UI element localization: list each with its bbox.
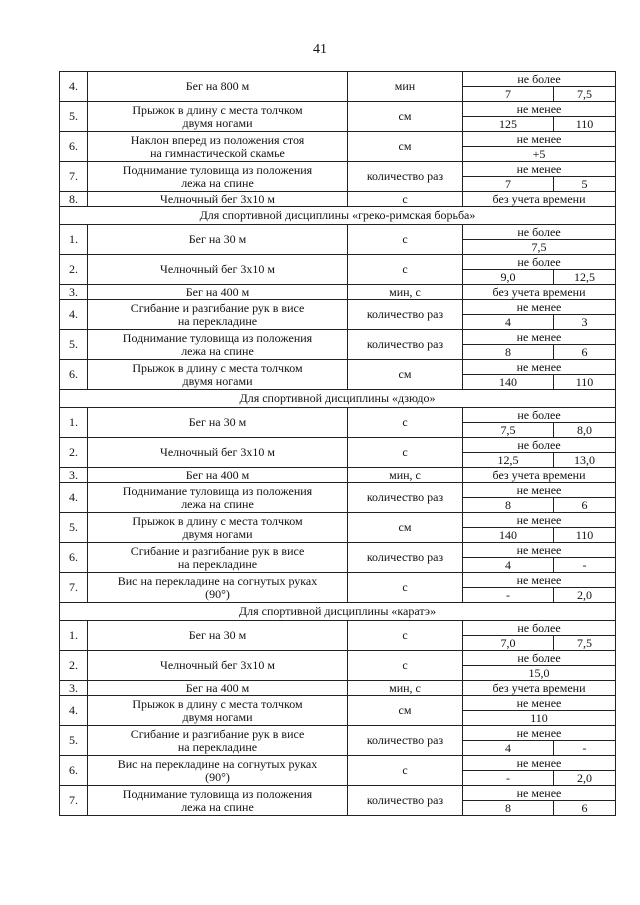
- norm-value-boys: 4: [463, 558, 554, 573]
- norm-value-boys: 7,0: [463, 636, 554, 651]
- norm-value: без учета времени: [463, 681, 616, 696]
- table-row: [60, 132, 616, 147]
- norm-condition: не менее: [463, 726, 616, 741]
- norm-condition: не более: [463, 255, 616, 270]
- row-number: 2.: [60, 438, 88, 468]
- table-row: [60, 300, 616, 315]
- norm-value: без учета времени: [463, 192, 616, 207]
- exercise-name: Бег на 800 м: [88, 72, 348, 102]
- norm-condition: не менее: [463, 300, 616, 315]
- norm-value-boys: -: [463, 771, 554, 786]
- unit-cell: с: [348, 438, 463, 468]
- norm-value-girls: 110: [554, 117, 616, 132]
- norm-condition: не менее: [463, 756, 616, 771]
- unit-cell: с: [348, 756, 463, 786]
- unit-cell: мин, с: [348, 285, 463, 300]
- norm-value: +5: [463, 147, 616, 162]
- exercise-name: Бег на 30 м: [88, 225, 348, 255]
- norm-condition: не менее: [463, 786, 616, 801]
- exercise-name: Наклон вперед из положения стоя на гимнастической скамье: [88, 132, 348, 162]
- norm-value-boys: 140: [463, 528, 554, 543]
- table-row: [60, 255, 616, 270]
- table-row: [60, 543, 616, 558]
- table-row: [60, 225, 616, 240]
- row-number: 2.: [60, 255, 88, 285]
- norm-value-girls: 110: [554, 528, 616, 543]
- exercise-name: Поднимание туловища из положения лежа на спине: [88, 786, 348, 816]
- exercise-name: Сгибание и разгибание рук в висе на перекладине: [88, 726, 348, 756]
- row-number: 4.: [60, 483, 88, 513]
- norm-value: без учета времени: [463, 468, 616, 483]
- norm-condition: не менее: [463, 696, 616, 711]
- section-heading-row: [60, 207, 616, 225]
- unit-cell: количество раз: [348, 786, 463, 816]
- exercise-name: Челночный бег 3х10 м: [88, 651, 348, 681]
- row-number: 1.: [60, 621, 88, 651]
- exercise-name: Поднимание туловища из положения лежа на спине: [88, 162, 348, 192]
- exercise-name: Бег на 400 м: [88, 285, 348, 300]
- section-heading: Для спортивной дисциплины «дзюдо»: [60, 390, 616, 408]
- norm-value-boys: 8: [463, 345, 554, 360]
- table-row: [60, 468, 616, 483]
- exercise-name: Бег на 400 м: [88, 468, 348, 483]
- row-number: 3.: [60, 681, 88, 696]
- norm-value-girls: 2,0: [554, 771, 616, 786]
- unit-cell: количество раз: [348, 300, 463, 330]
- norm-value: 7,5: [463, 240, 616, 255]
- norm-condition: не более: [463, 408, 616, 423]
- unit-cell: с: [348, 651, 463, 681]
- table-row: [60, 786, 616, 801]
- row-number: 1.: [60, 408, 88, 438]
- norm-condition: не менее: [463, 360, 616, 375]
- row-number: 8.: [60, 192, 88, 207]
- table-row: [60, 573, 616, 588]
- norm-condition: не менее: [463, 483, 616, 498]
- unit-cell: см: [348, 132, 463, 162]
- row-number: 6.: [60, 360, 88, 390]
- table-row: [60, 513, 616, 528]
- unit-cell: количество раз: [348, 543, 463, 573]
- row-number: 7.: [60, 786, 88, 816]
- norm-value-boys: 4: [463, 741, 554, 756]
- unit-cell: см: [348, 102, 463, 132]
- norm-condition: не менее: [463, 162, 616, 177]
- table-row: [60, 102, 616, 117]
- exercise-name: Бег на 30 м: [88, 408, 348, 438]
- exercise-name: Бег на 400 м: [88, 681, 348, 696]
- norm-condition: не более: [463, 72, 616, 87]
- unit-cell: см: [348, 696, 463, 726]
- norm-condition: не менее: [463, 330, 616, 345]
- unit-cell: мин, с: [348, 468, 463, 483]
- exercise-name: Бег на 30 м: [88, 621, 348, 651]
- norm-value-boys: -: [463, 588, 554, 603]
- row-number: 3.: [60, 285, 88, 300]
- row-number: 7.: [60, 573, 88, 603]
- norm-value-girls: 7,5: [554, 636, 616, 651]
- unit-cell: количество раз: [348, 726, 463, 756]
- norm-condition: не более: [463, 651, 616, 666]
- row-number: 5.: [60, 726, 88, 756]
- table-row: [60, 681, 616, 696]
- table-row: [60, 438, 616, 453]
- exercise-name: Вис на перекладине на согнутых руках (90°): [88, 573, 348, 603]
- unit-cell: мин: [348, 72, 463, 102]
- table-row: [60, 696, 616, 711]
- table-row: [60, 651, 616, 666]
- row-number: 7.: [60, 162, 88, 192]
- table-row: [60, 285, 616, 300]
- unit-cell: с: [348, 255, 463, 285]
- norm-value-girls: 3: [554, 315, 616, 330]
- table-row: [60, 756, 616, 771]
- norm-value: 110: [463, 711, 616, 726]
- table-row: [60, 726, 616, 741]
- exercise-name: Прыжок в длину с места толчком двумя ногами: [88, 696, 348, 726]
- norm-condition: не более: [463, 621, 616, 636]
- row-number: 3.: [60, 468, 88, 483]
- section-heading-row: [60, 603, 616, 621]
- exercise-name: Вис на перекладине на согнутых руках (90°): [88, 756, 348, 786]
- norm-value-girls: 8,0: [554, 423, 616, 438]
- norm-value-girls: -: [554, 741, 616, 756]
- exercise-name: Челночный бег 3х10 м: [88, 438, 348, 468]
- row-number: 4.: [60, 72, 88, 102]
- norm-value: без учета времени: [463, 285, 616, 300]
- unit-cell: количество раз: [348, 162, 463, 192]
- table-row: [60, 483, 616, 498]
- section-heading: Для спортивной дисциплины «каратэ»: [60, 603, 616, 621]
- table-row: [60, 621, 616, 636]
- norm-condition: не более: [463, 438, 616, 453]
- unit-cell: с: [348, 225, 463, 255]
- table-row: [60, 330, 616, 345]
- unit-cell: см: [348, 513, 463, 543]
- row-number: 5.: [60, 513, 88, 543]
- row-number: 6.: [60, 132, 88, 162]
- page-number: 41: [313, 42, 327, 57]
- norm-value-girls: 2,0: [554, 588, 616, 603]
- table-row: [60, 72, 616, 87]
- norm-condition: не менее: [463, 573, 616, 588]
- standards-table: [59, 71, 616, 816]
- table-row: [60, 192, 616, 207]
- row-number: 4.: [60, 300, 88, 330]
- unit-cell: с: [348, 621, 463, 651]
- unit-cell: мин, с: [348, 681, 463, 696]
- norm-value-girls: 110: [554, 375, 616, 390]
- norm-value-boys: 8: [463, 801, 554, 816]
- row-number: 2.: [60, 651, 88, 681]
- exercise-name: Челночный бег 3х10 м: [88, 192, 348, 207]
- exercise-name: Прыжок в длину с места толчком двумя ногами: [88, 513, 348, 543]
- norm-value-girls: 6: [554, 498, 616, 513]
- row-number: 4.: [60, 696, 88, 726]
- row-number: 1.: [60, 225, 88, 255]
- norm-value-girls: -: [554, 558, 616, 573]
- unit-cell: с: [348, 408, 463, 438]
- row-number: 5.: [60, 102, 88, 132]
- section-heading-row: [60, 390, 616, 408]
- norm-condition: не более: [463, 225, 616, 240]
- exercise-name: Сгибание и разгибание рук в висе на перекладине: [88, 543, 348, 573]
- norm-value-girls: 12,5: [554, 270, 616, 285]
- table-row: [60, 162, 616, 177]
- section-heading: Для спортивной дисциплины «греко-римская борьба»: [60, 207, 616, 225]
- norm-value-girls: 5: [554, 177, 616, 192]
- table-row: [60, 408, 616, 423]
- norm-value-boys: 8: [463, 498, 554, 513]
- norm-value-girls: 13,0: [554, 453, 616, 468]
- exercise-name: Челночный бег 3х10 м: [88, 255, 348, 285]
- row-number: 5.: [60, 330, 88, 360]
- norm-value-girls: 6: [554, 801, 616, 816]
- exercise-name: Поднимание туловища из положения лежа на спине: [88, 483, 348, 513]
- unit-cell: с: [348, 573, 463, 603]
- norm-condition: не менее: [463, 132, 616, 147]
- exercise-name: Прыжок в длину с места толчком двумя ногами: [88, 360, 348, 390]
- unit-cell: количество раз: [348, 330, 463, 360]
- norm-value-boys: 7: [463, 177, 554, 192]
- table-row: [60, 360, 616, 375]
- exercise-name: Прыжок в длину с места толчком двумя ногами: [88, 102, 348, 132]
- unit-cell: с: [348, 192, 463, 207]
- unit-cell: см: [348, 360, 463, 390]
- norm-value: 15,0: [463, 666, 616, 681]
- exercise-name: Сгибание и разгибание рук в висе на перекладине: [88, 300, 348, 330]
- norm-value-boys: 9,0: [463, 270, 554, 285]
- unit-cell: количество раз: [348, 483, 463, 513]
- norm-value-boys: 140: [463, 375, 554, 390]
- norm-condition: не менее: [463, 513, 616, 528]
- row-number: 6.: [60, 543, 88, 573]
- norm-value-boys: 125: [463, 117, 554, 132]
- exercise-name: Поднимание туловища из положения лежа на спине: [88, 330, 348, 360]
- norm-value-girls: 6: [554, 345, 616, 360]
- norm-condition: не менее: [463, 543, 616, 558]
- norm-value-boys: 12,5: [463, 453, 554, 468]
- norm-value-boys: 7,5: [463, 423, 554, 438]
- norm-value-boys: 7: [463, 87, 554, 102]
- row-number: 6.: [60, 756, 88, 786]
- norm-value-girls: 7,5: [554, 87, 616, 102]
- norm-value-boys: 4: [463, 315, 554, 330]
- norm-condition: не менее: [463, 102, 616, 117]
